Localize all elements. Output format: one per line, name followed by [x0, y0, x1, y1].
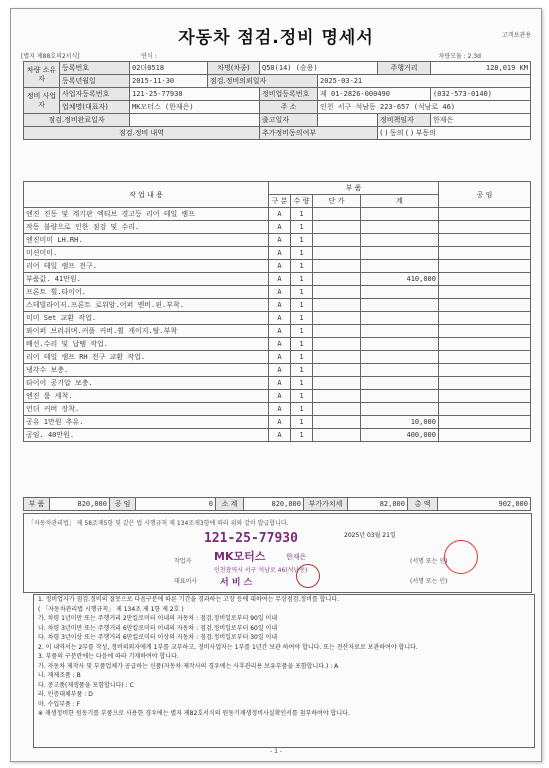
copy-label: 고객보관용: [502, 32, 531, 39]
page-number: - 1 -: [270, 748, 282, 755]
extra-consent-value: ( ) 동의 ( ) 부동의: [378, 127, 531, 140]
parts-qty-cell: 1: [291, 273, 313, 286]
note-line: 다. 차령 3년이상 또는 주행거리 6만킬로미터 이상의 자동차 : 점검.정비일로부터 30일 이내: [38, 634, 278, 641]
info-table: [23, 61, 531, 140]
table-row: [24, 377, 531, 390]
labor-cell: [439, 208, 531, 221]
grand-total-label: 총 액: [408, 498, 438, 511]
parts-price-cell: [313, 403, 361, 416]
vehicle-section-label: 차량 소유자: [24, 62, 60, 88]
sign-or-seal-1: (서명 또는 인): [410, 558, 448, 565]
parts-type-cell: A: [269, 351, 291, 364]
parts-qty-cell: 1: [291, 234, 313, 247]
parts-price-cell: [313, 273, 361, 286]
reg-date-value: 2015-11-30: [130, 75, 208, 88]
shop-phone: (032-573-0140): [431, 88, 531, 101]
stamp-address: 인천광역시 서구 석남로 46(석남동): [214, 567, 308, 574]
parts-type-cell: A: [269, 221, 291, 234]
series-label: 연식 :: [141, 53, 157, 60]
note-line: 마. 수입부품 : F: [38, 700, 81, 708]
note-line: 가. 차령 1년미만 또는 주행거리 2만킬로미터 이내의 자동차 : 점검.정비일로부터 90일 이내: [38, 615, 278, 622]
parts-type-cell: A: [269, 273, 291, 286]
stamp-service-text: 서 비 스: [220, 578, 253, 588]
stamp-rep-name: 한재은: [286, 553, 307, 561]
labor-header: 공 임: [439, 182, 531, 208]
parts-total-cell: 10,000: [361, 416, 439, 429]
parts-price-cell: [313, 325, 361, 338]
manager-label: 정비책임자: [378, 114, 431, 127]
parts-total-cell: [361, 403, 439, 416]
labor-cell: [439, 364, 531, 377]
work-desc-cell: 부품값. 41만원.: [24, 273, 269, 286]
work-header: 작 업 내 용: [24, 182, 269, 208]
parts-price-cell: [313, 247, 361, 260]
parts-qty-cell: 1: [291, 286, 313, 299]
labor-cell: [439, 416, 531, 429]
revision-label: 차량모듈 : 2.3d: [438, 53, 481, 60]
parts-qty-cell: 1: [291, 351, 313, 364]
parts-total-cell: [361, 338, 439, 351]
parts-total-cell: [361, 247, 439, 260]
parts-type-cell: A: [269, 286, 291, 299]
parts-total-label: 부 품: [24, 498, 50, 511]
parts-price-cell: [313, 299, 361, 312]
labor-cell: [439, 351, 531, 364]
detail-label: 점검.정비 내역: [24, 127, 260, 140]
table-row: [24, 273, 531, 286]
vat-label: 부가가치세: [304, 498, 348, 511]
parts-price-cell: [313, 377, 361, 390]
parts-type-cell: A: [269, 338, 291, 351]
parts-price-cell: [313, 429, 361, 442]
note-line: 나. 재제조품 : B: [38, 672, 81, 679]
work-desc-cell: 타이어 공기압 보충.: [24, 377, 269, 390]
parts-qty-cell: 1: [291, 390, 313, 403]
note-line: 1. 정비업자가 점검.정비의 잘못으로 다음구분에 따른 기간을 경과하는 고장 등에 대하여는 무상점검.정비를 합니다.: [38, 596, 339, 603]
parts-price-cell: [313, 208, 361, 221]
document-title: 자동차 점검.정비 명세서: [178, 28, 374, 48]
parts-type-cell: A: [269, 325, 291, 338]
note-line: ※ 재생정비한 원동기를 부품으로 사용한 경우에는 별지 제82호서식의 원동기재생정비사실확인서를 첨부하여야 합니다.: [38, 710, 350, 717]
work-desc-cell: 공임. 40만원.: [24, 429, 269, 442]
labor-cell: [439, 429, 531, 442]
parts-type-cell: A: [269, 364, 291, 377]
model-value: Q50(14) (승용): [260, 62, 378, 75]
stamp-biz-no: 121-25-77930: [204, 531, 298, 546]
table-row: [24, 390, 531, 403]
parts-total-cell: 400,000: [361, 429, 439, 442]
price-header: 단 가: [313, 195, 361, 208]
parts-qty-cell: 1: [291, 325, 313, 338]
table-row: [24, 403, 531, 416]
note-line: 3. 부품의 구분란에는 다음에 따라 기재하여야 합니다.: [38, 653, 179, 660]
note-line: 나. 차령 3년미만 또는 주행거리 6만킬로미터 이내의 자동차 : 점검.정비일로부터 60일 이내: [38, 624, 278, 632]
parts-total-cell: [361, 325, 439, 338]
document-page: [10, 8, 542, 762]
parts-type-cell: A: [269, 390, 291, 403]
table-row: [24, 312, 531, 325]
table-row: [24, 429, 531, 442]
shop-reg-label: 정비업등록번호: [260, 88, 318, 101]
parts-type-cell: A: [269, 208, 291, 221]
vat-value: 82,000: [348, 498, 408, 511]
parts-qty-cell: 1: [291, 338, 313, 351]
parts-total-cell: [361, 364, 439, 377]
note-line: ( 「자동차관리법 시행규칙」 제 134조 제 1항 제 2호 ): [38, 605, 184, 613]
parts-qty-cell: 1: [291, 247, 313, 260]
rep-label: 대표이사: [174, 578, 198, 585]
parts-price-cell: [313, 221, 361, 234]
shop-reg-value: 제 01-2826-000490: [318, 88, 431, 101]
parts-price-cell: [313, 260, 361, 273]
labor-cell: [439, 273, 531, 286]
parts-qty-cell: 1: [291, 377, 313, 390]
parts-qty-cell: 1: [291, 221, 313, 234]
totals-table: [23, 497, 531, 511]
manager-value: 한재은: [431, 114, 531, 127]
shop-name-label: 업체명(대표자): [60, 101, 130, 114]
parts-type-cell: A: [269, 260, 291, 273]
biz-no-label: 사업자등록번호: [60, 88, 130, 101]
parts-price-cell: [313, 364, 361, 377]
table-row: [24, 416, 531, 429]
parts-qty-cell: 1: [291, 403, 313, 416]
table-row: [24, 286, 531, 299]
notes-section: [33, 594, 535, 748]
certification-block: [23, 513, 532, 593]
type-header: 구 분: [269, 195, 291, 208]
total-header: 계: [361, 195, 439, 208]
parts-total-cell: [361, 260, 439, 273]
parts-total-cell: [361, 351, 439, 364]
labor-cell: [439, 312, 531, 325]
grand-total-value: 902,000: [438, 498, 531, 511]
company-seal-stamp: [444, 540, 478, 574]
parts-price-cell: [313, 351, 361, 364]
parts-price-cell: [313, 416, 361, 429]
parts-total-cell: [361, 377, 439, 390]
table-row: [24, 260, 531, 273]
labor-cell: [439, 286, 531, 299]
parts-qty-cell: 1: [291, 299, 313, 312]
table-row: [24, 325, 531, 338]
stamp-shop-name: MK모터스: [214, 550, 266, 563]
mileage-label: 주행거리: [378, 62, 431, 75]
shop-name-value: MK모터스 (한재은): [130, 101, 260, 114]
labor-cell: [439, 338, 531, 351]
work-desc-cell: 엔진 룸 세척.: [24, 390, 269, 403]
table-row: [24, 299, 531, 312]
parts-type-cell: A: [269, 416, 291, 429]
table-row: [24, 234, 531, 247]
labor-cell: [439, 221, 531, 234]
subtotal-value: 820,000: [244, 498, 304, 511]
labor-cell: [439, 377, 531, 390]
work-desc-cell: 리어 테일 램프 전구.: [24, 260, 269, 273]
work-desc-cell: 와이퍼 브러쉬며.커플 커버.휠 게이지.탈.부착: [24, 325, 269, 338]
work-desc-cell: 엔진 진동 및 계기판 엑티브 경고등 리어 테일 램프: [24, 208, 269, 221]
parts-qty-cell: 1: [291, 364, 313, 377]
certification-date: 2025년 03월 21일: [344, 532, 396, 539]
parts-total-cell: [361, 208, 439, 221]
request-date-label: 점검.정비의뢰일자: [208, 75, 318, 88]
address-label: 주 소: [260, 101, 318, 114]
shop-section-label: 정비 사업자: [24, 88, 60, 114]
release-date-label: 출고일자: [260, 114, 318, 127]
table-row: [24, 221, 531, 234]
biz-no-value: 121-25-77930: [130, 88, 260, 101]
reg-no-value: 02더0518: [130, 62, 208, 75]
table-row: [24, 208, 531, 221]
table-row: [24, 351, 531, 364]
labor-cell: [439, 299, 531, 312]
parts-type-cell: A: [269, 312, 291, 325]
parts-type-cell: A: [269, 234, 291, 247]
work-desc-cell: 배선.수리 및 납땜 작업.: [24, 338, 269, 351]
work-table: [23, 181, 531, 442]
parts-total-cell: [361, 234, 439, 247]
form-label: [별지 제88호의2서식]: [21, 53, 80, 60]
work-desc-cell: 작동 불량으로 인한 점검 및 수리.: [24, 221, 269, 234]
parts-total-value: 820,000: [50, 498, 110, 511]
parts-total-cell: [361, 299, 439, 312]
reg-date-label: 등록년월일: [60, 75, 130, 88]
note-line: 가. 자동차 제작사 및 부품업체가 공급하는 신품(자동차 제작사의 경우에는 사후관리용 보유부품을 포함합니다.) : A: [38, 662, 339, 670]
rep-seal-stamp: [296, 564, 320, 588]
subtotal-label: 소 계: [216, 498, 244, 511]
parts-qty-cell: 1: [291, 429, 313, 442]
labor-total-value: 0: [136, 498, 216, 511]
parts-price-cell: [313, 312, 361, 325]
work-desc-cell: 언더 커버 장착.: [24, 403, 269, 416]
work-desc-cell: 엔진미미 LH.RH.: [24, 234, 269, 247]
work-desc-cell: 프론트 휠.타이어.: [24, 286, 269, 299]
sign-or-seal-2: (서명 또는 인): [410, 578, 448, 585]
note-line: 라. 인증대체부품 : D: [38, 691, 93, 698]
parts-total-cell: [361, 390, 439, 403]
labor-cell: [439, 403, 531, 416]
work-desc-cell: 스테빌라이저.프론트 로워암.어퍼 엔비.핀.부착.: [24, 299, 269, 312]
note-line: 다. 중고품(재생품을 포함합니다) : C: [38, 681, 134, 689]
labor-cell: [439, 390, 531, 403]
parts-qty-cell: 1: [291, 260, 313, 273]
parts-total-cell: [361, 286, 439, 299]
address-value: 인천 서구 석남동 223-657 (석남로 46): [318, 101, 531, 114]
parts-type-cell: A: [269, 299, 291, 312]
labor-cell: [439, 260, 531, 273]
table-row: [24, 247, 531, 260]
labor-cell: [439, 234, 531, 247]
parts-qty-cell: 1: [291, 312, 313, 325]
reg-no-label: 등록번호: [60, 62, 130, 75]
work-desc-cell: 공유 1만원 추유.: [24, 416, 269, 429]
parts-header: 부 품: [269, 182, 439, 195]
extra-consent-label: 추가정비동의여부: [260, 127, 378, 140]
qty-header: 수 량: [291, 195, 313, 208]
work-desc-cell: 냉각수 보충.: [24, 364, 269, 377]
parts-price-cell: [313, 234, 361, 247]
parts-type-cell: A: [269, 403, 291, 416]
certification-statement: 「자동차관리법」 제 58조제5항 및 같은 법 시행규칙 제 134조제3항에 따라 위와 같이 발급합니다.: [28, 520, 289, 527]
labor-cell: [439, 247, 531, 260]
parts-total-cell: [361, 312, 439, 325]
model-label: 차명(차종): [208, 62, 260, 75]
complete-date-label: 점검.정비완료일자: [24, 114, 130, 127]
work-desc-cell: 미미 Set 교환 작업.: [24, 312, 269, 325]
parts-price-cell: [313, 338, 361, 351]
parts-type-cell: A: [269, 429, 291, 442]
parts-qty-cell: 1: [291, 208, 313, 221]
parts-price-cell: [313, 286, 361, 299]
note-line: 2. 이 내역서는 2부를 작성, 정비의뢰자에게 1부를 교부하고, 정비사업자는 1부를 1년간 보관 하여야 합니다. 또는 전산자료로 보관하여야 합니다.: [38, 643, 418, 651]
parts-total-cell: 410,000: [361, 273, 439, 286]
parts-type-cell: A: [269, 377, 291, 390]
work-desc-cell: 리어 테일 램프 RH 전구 교환 작업.: [24, 351, 269, 364]
request-date-value: 2025-03-21: [318, 75, 531, 88]
work-desc-cell: 미션미미.: [24, 247, 269, 260]
mechanic-label: 작업자: [174, 558, 192, 565]
parts-type-cell: A: [269, 247, 291, 260]
mileage-value: 128,019 KM: [431, 62, 531, 75]
table-row: [24, 364, 531, 377]
parts-total-cell: [361, 221, 439, 234]
parts-price-cell: [313, 390, 361, 403]
labor-total-label: 공 임: [110, 498, 136, 511]
labor-cell: [439, 325, 531, 338]
table-row: [24, 338, 531, 351]
parts-qty-cell: 1: [291, 416, 313, 429]
